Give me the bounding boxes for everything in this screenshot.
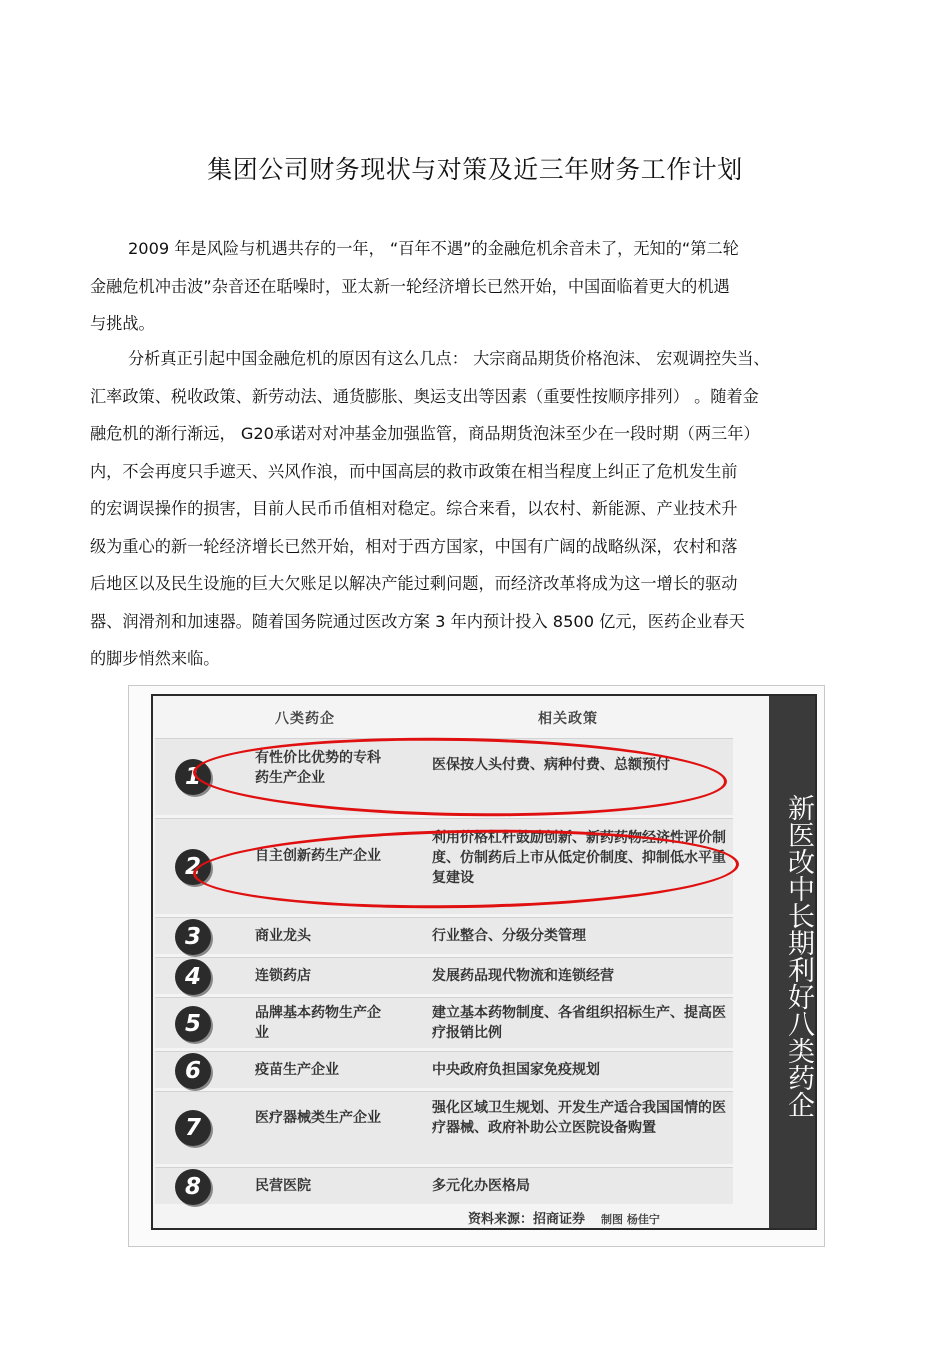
text-line: 分析真正引起中国金融危机的原因有这么几点： 大宗商品期货价格泡沫、 宏观调控失当、 <box>128 349 770 368</box>
text-line: 金融危机冲击波”杂音还在聒噪时，亚太新一轮经济增长已然开始，中国面临着更大的机遇 <box>90 276 730 296</box>
number-badge: 2 <box>175 849 211 885</box>
text-line: 的宏调误操作的损害，目前人民币币值相对稳定。综合来看，以农村、新能源、产业技术升 <box>90 499 738 518</box>
table-row <box>155 1051 733 1088</box>
text-line: 2009 年是风险与机遇共存的一年， “百年不遇”的金融危机余音未了，无知的“第二轮 <box>128 239 739 258</box>
text-line: 内，不会再度只手遮天、兴风作浪，而中国高层的救市政策在相当程度上纠正了危机发生前 <box>90 461 738 481</box>
column-header-category: 八类药企 <box>275 711 335 727</box>
policy-figure <box>128 685 825 1247</box>
table-row <box>155 957 733 994</box>
number-badge: 6 <box>175 1053 211 1089</box>
side-title-bar <box>769 696 815 1228</box>
text-line: 融危机的渐行渐远， G20承诺对对冲基金加强监管，商品期货泡沫至少在一段时期（两三年） <box>90 424 760 443</box>
number-badge: 4 <box>175 959 211 995</box>
table-row <box>155 997 733 1048</box>
side-title: 新医改中长期利好八类药企 <box>783 794 814 1118</box>
policy-cell: 中央政府负担国家免疫规划 <box>432 1062 600 1078</box>
category-cell: 自主创新药生产企业 <box>255 848 381 864</box>
text-line: 与挑战。 <box>90 314 155 333</box>
category-cell: 品牌基本药物生产企业 <box>255 1005 381 1041</box>
paragraph-2 <box>90 340 865 678</box>
category-cell: 商业龙头 <box>255 928 311 944</box>
text-line: 后地区以及民生设施的巨大欠账足以解决产能过剩问题，而经济改革将成为这一增长的驱动 <box>90 574 738 593</box>
text-line: 器、润滑剂和加速器。随着国务院通过医改方案 3 年内预计投入 8500 亿元，医药企业春天 <box>90 611 745 631</box>
policy-cell: 发展药品现代物流和连锁经营 <box>432 968 614 984</box>
category-cell: 医疗器械类生产企业 <box>255 1110 381 1126</box>
table-row <box>155 917 733 954</box>
number-badge: 8 <box>175 1169 211 1205</box>
number-badge: 7 <box>175 1110 211 1146</box>
maker-text: 制图 杨佳宁 <box>601 1213 660 1226</box>
category-cell: 有性价比优势的专科药生产企业 <box>255 750 381 786</box>
policy-cell: 行业整合、分级分类管理 <box>432 928 586 944</box>
paragraph-1 <box>90 230 865 343</box>
source-note <box>468 1208 660 1227</box>
number-badge: 3 <box>175 919 211 955</box>
source-text: 资料来源：招商证券 <box>468 1212 586 1227</box>
policy-cell: 利用价格杠杆鼓励创新、新药药物经济性评价制度、仿制药后上市从低定价制度、抑制低水平重复建设 <box>432 830 726 886</box>
table-row <box>155 1167 733 1204</box>
number-badge: 1 <box>175 759 211 795</box>
figure-panel <box>151 694 817 1230</box>
category-cell: 疫苗生产企业 <box>255 1062 339 1078</box>
table-row <box>155 1091 733 1164</box>
policy-cell: 强化区域卫生规划、开发生产适合我国国情的医疗器械、政府补助公立医院设备购置 <box>432 1100 726 1136</box>
policy-cell: 多元化办医格局 <box>432 1178 530 1194</box>
policy-cell: 医保按人头付费、病种付费、总额预付 <box>432 757 670 773</box>
category-cell: 连锁药店 <box>255 968 311 984</box>
column-header-policy: 相关政策 <box>538 711 598 727</box>
document-title: 集团公司财务现状与对策及近三年财务工作计划 <box>207 155 743 184</box>
number-badge: 5 <box>175 1006 211 1042</box>
category-cell: 民营医院 <box>255 1178 311 1194</box>
policy-cell: 建立基本药物制度、各省组织招标生产、提高医疗报销比例 <box>432 1005 726 1041</box>
text-line: 汇率政策、税收政策、新劳动法、通货膨胀、奥运支出等因素（重要性按顺序排列） 。随着金 <box>90 386 759 406</box>
text-line: 的脚步悄然来临。 <box>90 649 220 668</box>
text-line: 级为重心的新一轮经济增长已然开始，相对于西方国家，中国有广阔的战略纵深，农村和落 <box>90 536 738 556</box>
